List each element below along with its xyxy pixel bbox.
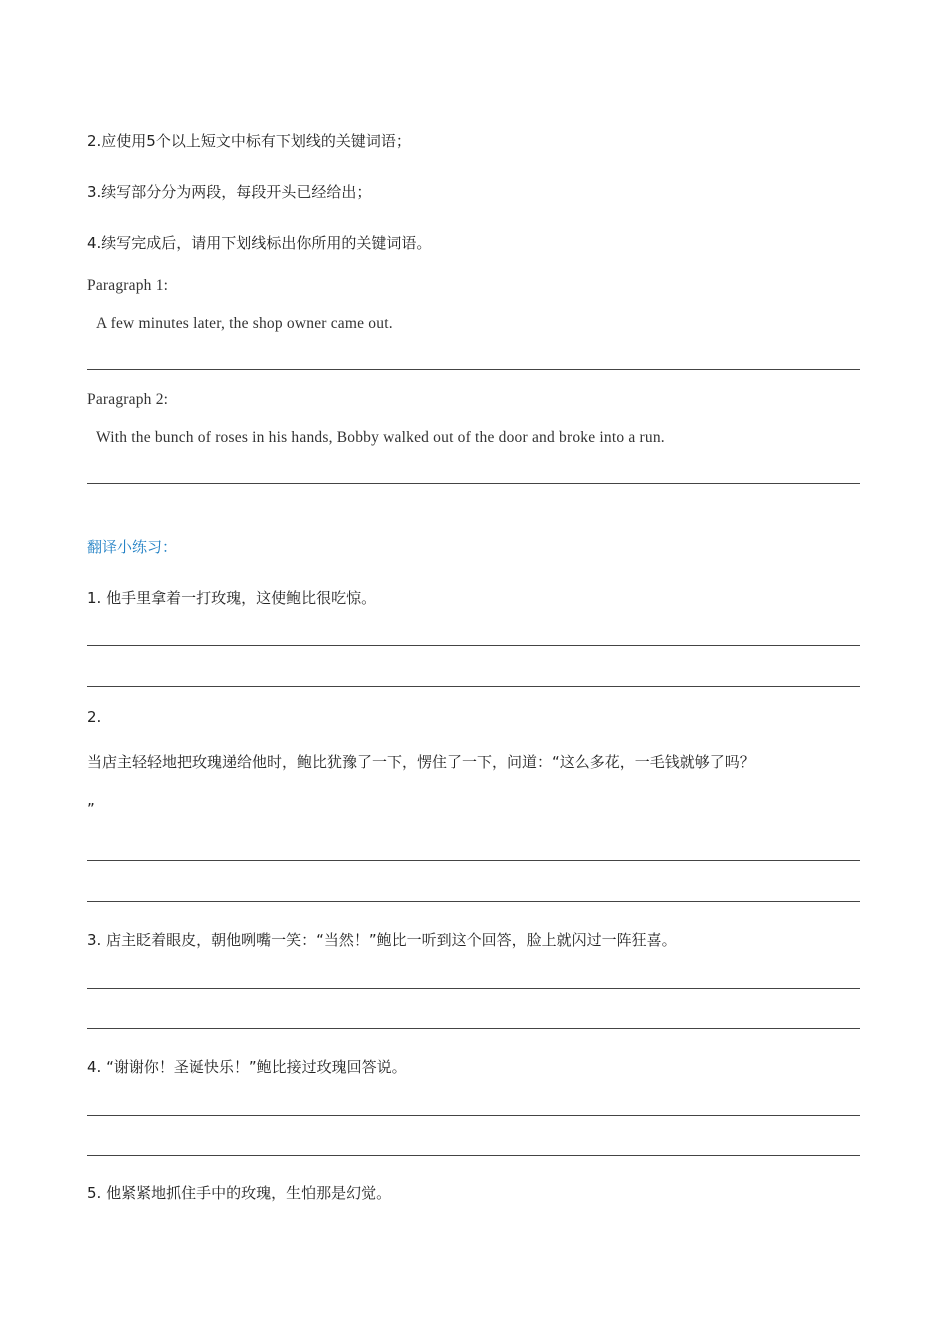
- answer-line: [87, 1155, 860, 1156]
- paragraph-1-opening: A few minutes later, the shop owner came out.: [96, 315, 393, 332]
- answer-line: [87, 369, 860, 370]
- instruction-item-2: 2.应使用5个以上短文中标有下划线的关键词语；: [87, 132, 411, 150]
- answer-line: [87, 686, 860, 687]
- answer-line: [87, 483, 860, 484]
- answer-line: [87, 1028, 860, 1029]
- translation-question-3: 3. 店主眨着眼皮，朝他咧嘴一笑：“当然！”鲍比一听到这个回答，脸上就闪过一阵狂喜。: [87, 931, 677, 949]
- answer-line: [87, 645, 860, 646]
- translation-question-2-line-1: 当店主轻轻地把玫瑰递给他时，鲍比犹豫了一下，愣住了一下，问道：“这么多花，一毛钱就够了吗？: [87, 753, 755, 771]
- instruction-item-3: 3.续写部分分为两段，每段开头已经给出；: [87, 183, 372, 201]
- translation-question-1: 1. 他手里拿着一打玫瑰，这使鲍比很吃惊。: [87, 589, 377, 607]
- answer-line: [87, 988, 860, 989]
- paragraph-2-opening: With the bunch of roses in his hands, Bobby walked out of the door and broke into a run.: [96, 429, 665, 446]
- paragraph-1-label: Paragraph 1:: [87, 277, 169, 294]
- answer-line: [87, 860, 860, 861]
- translation-question-2-line-2: ”: [87, 800, 95, 818]
- paragraph-2-label: Paragraph 2:: [87, 391, 169, 408]
- answer-line: [87, 1115, 860, 1116]
- translation-heading: 翻译小练习：: [87, 538, 178, 556]
- translation-question-5: 5. 他紧紧地抓住手中的玫瑰，生怕那是幻觉。: [87, 1184, 392, 1202]
- instruction-item-4: 4.续写完成后，请用下划线标出你所用的关键词语。: [87, 234, 432, 252]
- answer-line: [87, 901, 860, 902]
- translation-question-2-number: 2.: [87, 708, 102, 726]
- translation-question-4: 4. “谢谢你！圣诞快乐！”鲍比接过玫瑰回答说。: [87, 1058, 407, 1076]
